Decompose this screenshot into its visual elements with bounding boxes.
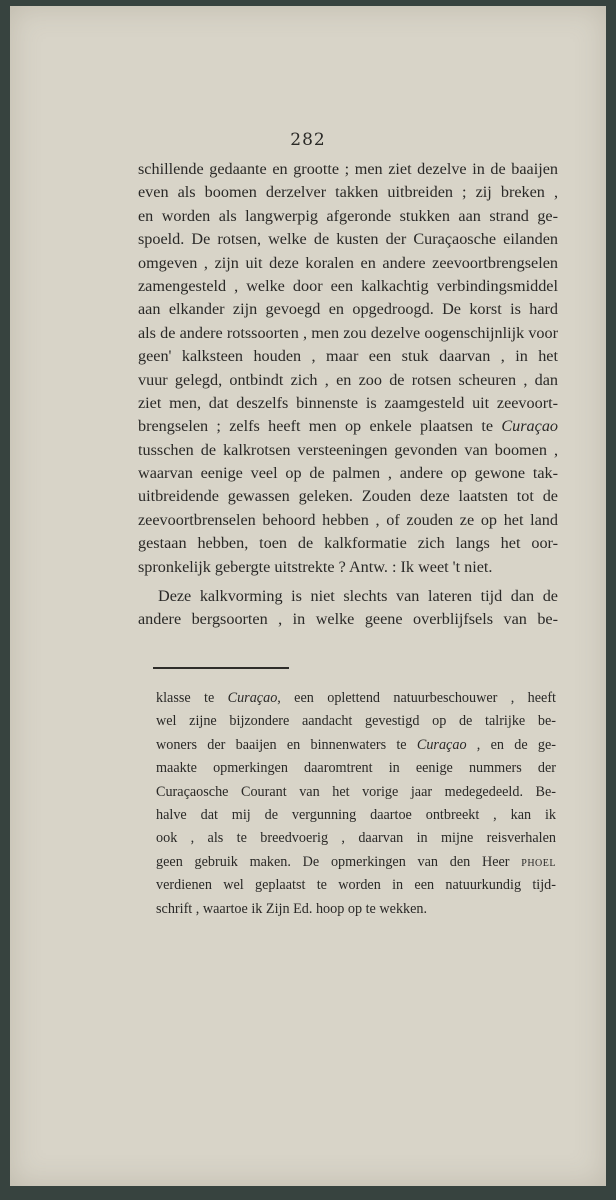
main-text [138, 158, 558, 632]
footnote-line [156, 687, 556, 710]
text-line: waarvan eenige veel op de palmen , andere op gewone tak- [138, 464, 558, 483]
text-line: vuur gelegd, ontbindt zich , en zoo de rotsen scheuren , dan [138, 370, 558, 389]
footnote [156, 687, 556, 921]
text-segment: geen gebruik maken. De opmerkingen van den Heer [156, 853, 522, 870]
text-line: aan elkander zijn gevoegd en opgedroogd. De korst is hard [138, 300, 558, 319]
text-line: spoeld. De rotsen, welke de kusten der Curaçaosche eilanden [138, 230, 558, 249]
book-page [10, 6, 606, 1186]
footnote-line: verdienen wel geplaatst te worden in een natuurkundig tijd- [156, 877, 556, 894]
footnote-line: schrift , waartoe ik Zijn Ed. hoop op te wekken. [156, 900, 428, 917]
footnote-line: halve dat mij de vergunning daartoe ontbreekt , kan ik [156, 806, 556, 823]
footnote-line [156, 734, 556, 757]
italic-place-name: Curaçao [501, 417, 558, 436]
footnote-line: ook , als te breedvoerig , daarvan in mijne reisverhalen [156, 830, 556, 847]
text-line: even als boomen derzelver takken uitbreiden ; zij breken , [138, 183, 558, 202]
text-line: zamengesteld , welke door een kalkachtig verbindingsmiddel [138, 276, 558, 295]
text-line: als de andere rotssoorten , men zou dezelve oogenschijnlijk voor [138, 323, 558, 342]
text-line: zeevoortbrenselen behoord hebben , of zouden ze op het land [138, 510, 558, 529]
text-line: en worden als langwerpig afgeronde stukken aan strand ge- [138, 206, 558, 225]
italic-place-name: Curaçao [416, 736, 467, 753]
italic-place-name: Curaçao [227, 690, 278, 706]
text-line [138, 415, 558, 438]
smallcaps-name: PHOEL [521, 857, 556, 869]
text-segment: woners der baaijen en binnenwaters te [156, 736, 417, 753]
text-segment: klasse te [156, 690, 228, 706]
footnote-separator [153, 667, 289, 669]
text-line: gestaan hebben, toen de kalkformatie zich langs het oor- [138, 534, 558, 553]
text-line: schillende gedaante en grootte ; men ziet dezelve in de baaijen [138, 160, 558, 178]
text-segment: , en de ge- [466, 736, 557, 753]
text-segment: brengselen ; zelfs heeft men op enkele plaatsen te [138, 417, 502, 436]
text-line: omgeven , zijn uit deze koralen en andere zeevoortbrengselen [138, 253, 558, 272]
text-line: Deze kalkvorming is niet slechts van lateren tijd dan de [158, 587, 558, 606]
text-line: andere bergsoorten , in welke geene overblijfsels van be- [138, 610, 558, 629]
page-number: 282 [290, 130, 326, 150]
text-line: geen' kalksteen houden , maar een stuk daarvan , in het [138, 347, 558, 366]
text-line: ziet men, dat deszelfs binnenste is zaamgesteld uit zeevoort- [138, 393, 558, 412]
footnote-line [156, 851, 556, 874]
text-line: tusschen de kalkrotsen versteeningen gevonden van boomen , [138, 440, 558, 459]
footnote-line: wel zijne bijzondere aandacht gevestigd op de talrijke be- [156, 713, 556, 730]
text-line: uitbreidende gewassen geleken. Zouden deze laatsten tot de [138, 487, 558, 506]
footnote-line: maakte opmerkingen daaromtrent in eenige nummers der [156, 760, 556, 777]
text-segment: , een oplettend natuurbeschouwer , heeft [277, 690, 556, 706]
text-line: spronkelijk gebergte uitstrekte ? Antw. : Ik weet 't niet. [138, 557, 493, 576]
footnote-line: Curaçaosche Courant van het vorige jaar medegedeeld. Be- [156, 783, 556, 800]
